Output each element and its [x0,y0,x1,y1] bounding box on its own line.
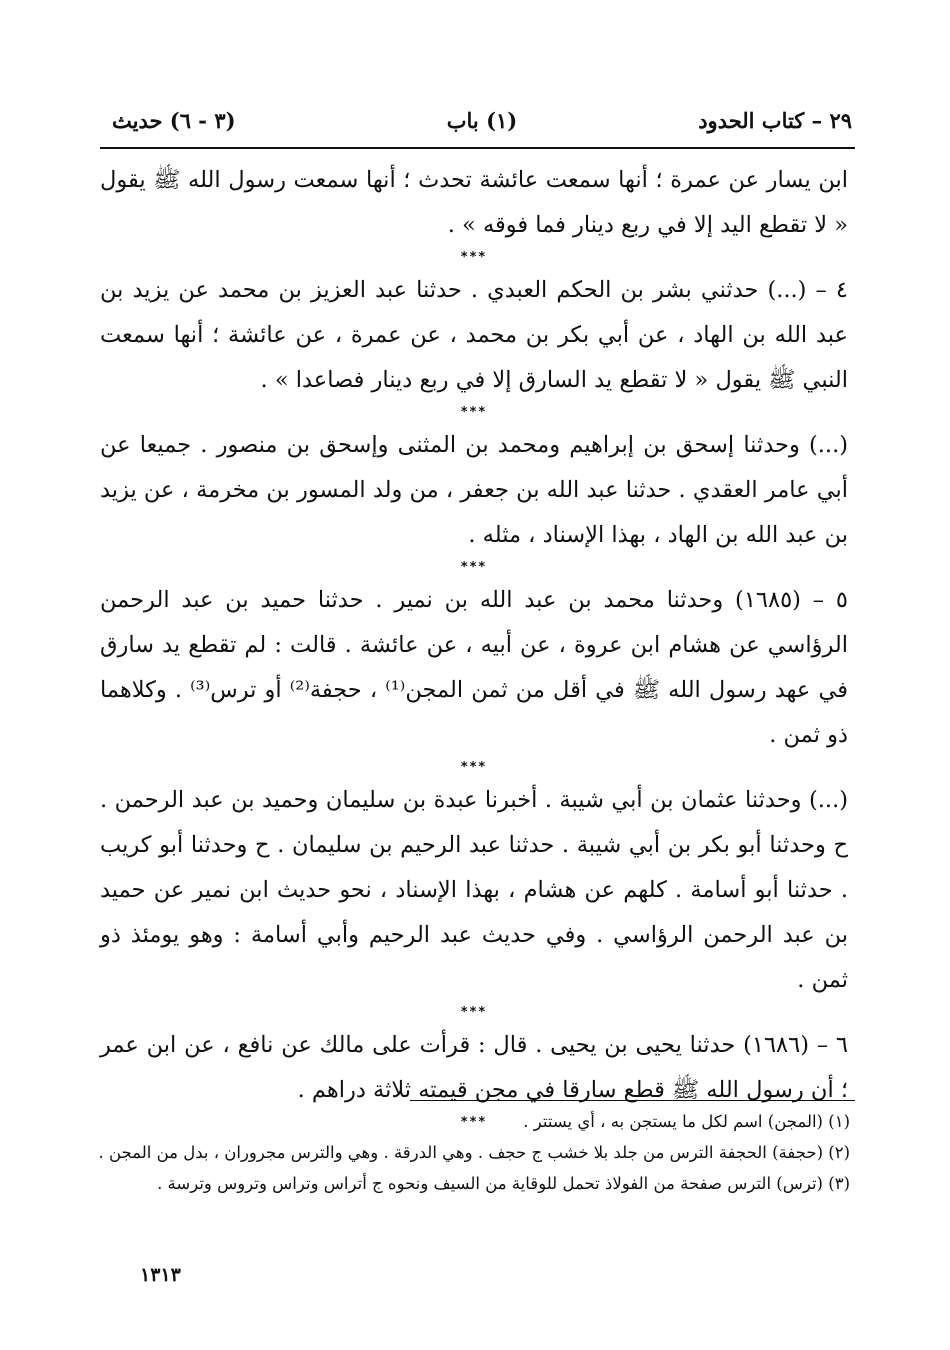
footnote-item: (١) (المجن) اسم لكل ما يستجن به ، أي يستتر . [523,1112,850,1131]
header-book-title: ٢٩ – كتاب الحدود [698,108,852,133]
footnote-item: (٣) (ترس) الترس صفحة من الفولاذ تحمل للوقاية من السيف ونحوه ج أتراس وتراس وتروس وترسة . [157,1174,850,1193]
footnote-divider [410,1100,855,1101]
section-separator: *** [460,1115,488,1130]
hadith-paragraph: ٥ – (١٦٨٥) وحدثنا محمد بن عبد الله بن نمير . حدثنا حميد بن عبد الرحمن الرؤاسي عن هشام ابن عروة ، عن أبيه ، عن عائشة . قالت : لم تقطع يد سارق في عهد رسول الله ﷺ في أقل من ثمن المجن⁽¹⁾ ، حجفة⁽²⁾ أو ترس⁽³⁾ . وكلاهما ذو ثمن . [100,587,848,748]
footnote-item: (٢) (حجفة) الحجفة الترس من جلد بلا خشب ج حجف . وهي الدرقة . وهي والترس مجروران ، بدل من المجن . [98,1143,850,1162]
page-number: ١٣١٣ [140,1264,181,1286]
hadith-paragraph: (...) وحدثنا عثمان بن أبي شيبة . أخبرنا عبدة بن سليمان وحميد بن عبد الرحمن . ح وحدثنا أبو بكر بن أبي شيبة . حدثنا عبد الرحيم بن سليمان . ح وحدثنا أبو كريب . حدثنا أبو أسامة . كلهم عن هشام ، بهذا الإسناد ، نحو حديث ابن نمير عن حميد بن عبد الرحمن الرؤاسي . وفي حديث عبد الرحيم وأبي أسامة : وهو يومئذ ذو ثمن . [100,787,848,993]
running-header [112,108,852,142]
hadith-paragraph: (...) وحدثنا إسحق بن إبراهيم ومحمد بن المثنى وإسحق بن منصور . جميعا عن أبي عامر العقدي . حدثنا عبد الله بن جعفر ، من ولد المسور بن مخرمة ، عن يزيد بن عبد الله بن الهاد ، بهذا الإسناد ، مثله . [100,432,848,548]
section-separator: *** [460,250,488,265]
section-separator: *** [460,560,488,575]
section-separator: *** [460,760,488,775]
hadith-paragraph: ٦ – (١٦٨٦) حدثنا يحيى بن يحيى . قال : قرأت على مالك عن نافع ، عن ابن عمر ؛ أن رسول الله ﷺ قطع سارقا في مجن قيمته ثلاثة دراهم . [100,1032,848,1103]
section-separator: *** [460,1005,488,1020]
section-separator: *** [460,405,488,420]
header-chapter: (١) باب [446,108,518,133]
header-hadith-range: (٣ - ٦) حديث [112,108,236,133]
hadith-paragraph: ٤ – (...) حدثني بشر بن الحكم العبدي . حدثنا عبد العزيز بن محمد عن يزيد بن عبد الله بن الهاد ، عن أبي بكر بن محمد ، عن عمرة ، عن عائشة ؛ أنها سمعت النبي ﷺ يقول « لا تقطع يد السارق إلا في ربع دينار فصاعدا » . [100,277,848,393]
footnotes [98,1106,850,1199]
main-text [100,158,848,1133]
header-divider [100,147,855,149]
hadith-paragraph: ابن يسار عن عمرة ؛ أنها سمعت عائشة تحدث ؛ أنها سمعت رسول الله ﷺ يقول « لا تقطع اليد إلا في ربع دينار فما فوقه » . [100,167,848,238]
